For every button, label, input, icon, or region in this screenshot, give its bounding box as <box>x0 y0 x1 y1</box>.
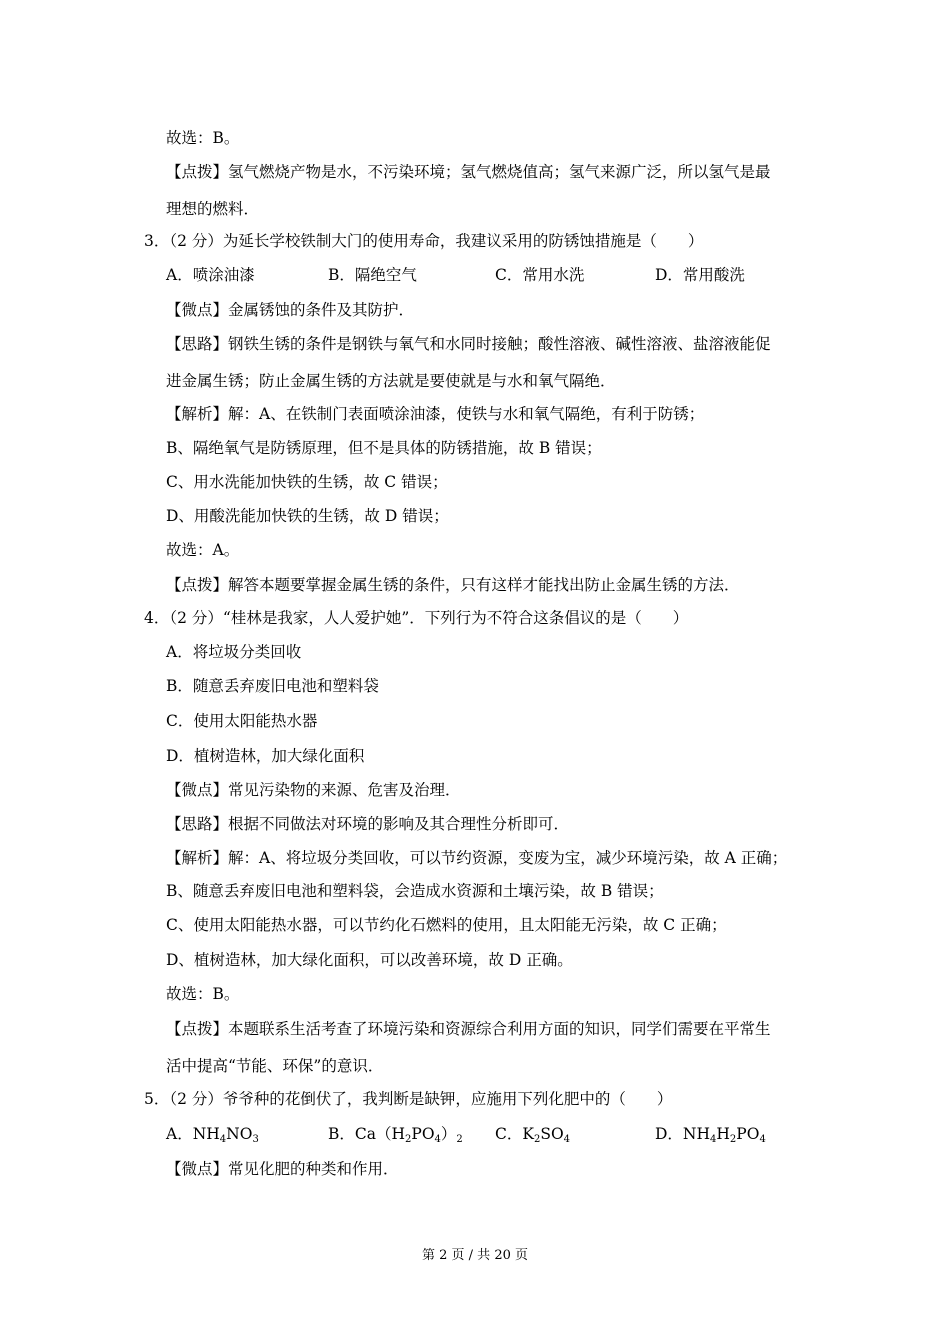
q3-option-a: A．喷涂油漆 <box>166 266 255 284</box>
q2-tip-line-1: 【点拨】氢气燃烧产物是水，不污染环境；氢气燃烧值高；氢气来源广泛，所以氢气是最 <box>166 163 771 181</box>
q5-option-d-subscript: 4 <box>710 1134 717 1145</box>
q5-point: 【微点】常见化肥的种类和作用． <box>166 1160 399 1178</box>
q2-answer: 故选：B。 <box>166 129 240 147</box>
q4-option-b: B．随意丢弃废旧电池和塑料袋 <box>166 677 379 695</box>
q4-option-d: D．植树造林，加大绿化面积 <box>166 747 365 765</box>
q5-stem: 5．（2 分）爷爷种的花倒伏了，我判断是缺钾，应施用下列化肥中的（ ） <box>144 1090 673 1108</box>
q4-solution-line-2: B、随意丢弃废旧电池和塑料袋，会造成水资源和土壤污染，故 B 错误； <box>166 882 664 900</box>
q5-option-d-subscript: 2 <box>729 1134 737 1145</box>
q3-solution-line-3: C、用水洗能加快铁的生锈，故 C 错误； <box>166 473 448 491</box>
q5-option-c-subscript: 4 <box>563 1134 571 1145</box>
q4-answer: 故选：B。 <box>166 985 240 1003</box>
q5-option-a-subscript: 4 <box>219 1134 227 1145</box>
q5-option-b <box>328 1124 463 1144</box>
q5-option-b-text: B．Ca（H <box>328 1125 406 1143</box>
q4-option-a: A．将垃圾分类回收 <box>166 643 302 661</box>
q4-stem: 4．（2 分）“桂林是我家，人人爱护她”．下列行为不符合这条倡议的是（ ） <box>144 609 689 627</box>
q5-option-d-text: D．NH <box>655 1125 711 1143</box>
q3-solution-line-4: D、用酸洗能加快铁的生锈，故 D 错误； <box>166 507 449 525</box>
q2-tip-line-2: 理想的燃料． <box>166 200 260 218</box>
q5-option-d-text: PO <box>736 1125 760 1143</box>
q3-option-c: C．常用水洗 <box>495 266 585 284</box>
q5-option-a <box>166 1124 259 1144</box>
q4-tip-line-1: 【点拨】本题联系生活考查了环境污染和资源综合利用方面的知识，同学们需要在平常生 <box>166 1020 771 1038</box>
page-footer: 第 2 页 / 共 20 页 <box>422 1248 528 1263</box>
q3-option-d: D．常用酸洗 <box>655 266 745 284</box>
q4-option-c: C．使用太阳能热水器 <box>166 712 318 730</box>
q5-option-c <box>495 1124 570 1144</box>
q4-tip-line-2: 活中提高“节能、环保”的意识． <box>166 1057 384 1075</box>
q5-option-c-subscript: 2 <box>533 1134 541 1145</box>
q5-option-c-text: SO <box>540 1125 564 1143</box>
q5-option-c-text: C．K <box>495 1125 534 1143</box>
q5-option-b-subscript: 2 <box>456 1134 463 1145</box>
q3-answer: 故选：A。 <box>166 541 240 559</box>
q3-tip: 【点拨】解答本题要掌握金属生锈的条件，只有这样才能找出防止金属生锈的方法． <box>166 576 740 594</box>
q3-option-b: B．隔绝空气 <box>328 266 417 284</box>
q5-option-b-subscript: 4 <box>434 1134 441 1145</box>
q4-point: 【微点】常见污染物的来源、危害及治理． <box>166 781 461 799</box>
q5-option-a-text: NO <box>226 1125 253 1143</box>
q5-option-d-text: H <box>716 1125 730 1143</box>
q4-solution-line-4: D、植树造林，加大绿化面积，可以改善环境，故 D 正确。 <box>166 951 573 969</box>
q3-idea-line-2: 进金属生锈；防止金属生锈的方法就是要使就是与水和氧气隔绝． <box>166 372 616 390</box>
q3-solution-line-2: B、隔绝氧气是防锈原理，但不是具体的防锈措施，故 B 错误； <box>166 439 602 457</box>
q3-point: 【微点】金属锈蚀的条件及其防护． <box>166 301 415 319</box>
q5-option-a-text: A．NH <box>166 1125 220 1143</box>
q3-idea-line-1: 【思路】钢铁生锈的条件是钢铁与氧气和水同时接触；酸性溶液、碱性溶液、盐溶液能促 <box>166 335 771 353</box>
q5-option-d <box>655 1124 766 1144</box>
q4-idea: 【思路】根据不同做法对环境的影响及其合理性分析即可． <box>166 815 570 833</box>
q3-solution-line-1: 【解析】解：A、在铁制门表面喷涂油漆，使铁与水和氧气隔绝，有利于防锈； <box>166 405 705 423</box>
q5-option-b-subscript: 2 <box>405 1134 412 1145</box>
q5-option-a-subscript: 3 <box>252 1134 259 1145</box>
q4-solution-line-1: 【解析】解：A、将垃圾分类回收，可以节约资源，变废为宝，减少环境污染，故 A 正确； <box>166 849 788 867</box>
q5-option-b-text: ） <box>440 1125 457 1143</box>
q5-option-d-subscript: 4 <box>759 1134 766 1145</box>
q4-solution-line-3: C、使用太阳能热水器，可以节约化石燃料的使用，且太阳能无污染，故 C 正确； <box>166 916 727 934</box>
q5-option-b-text: PO <box>411 1125 435 1143</box>
q3-stem: 3．（2 分）为延长学校铁制大门的使用寿命，我建议采用的防锈蚀措施是（ ） <box>144 232 704 250</box>
